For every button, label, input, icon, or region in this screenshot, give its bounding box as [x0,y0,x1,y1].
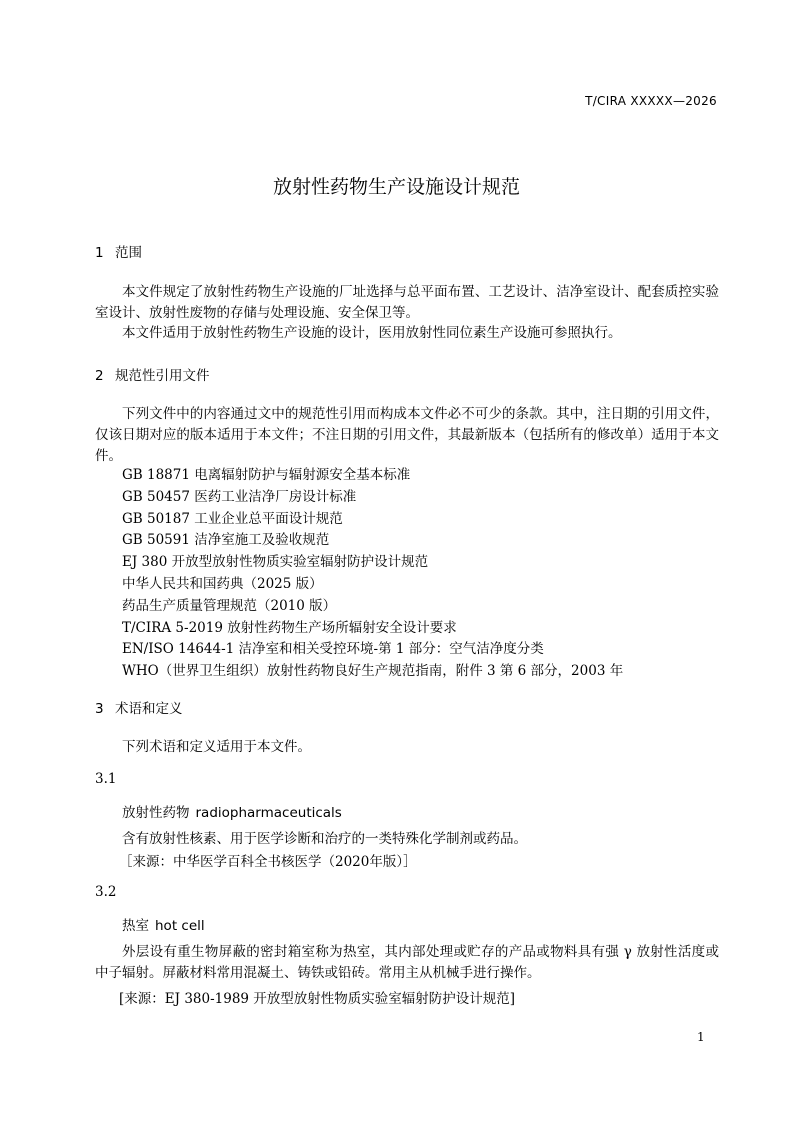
section-number: 3 [95,701,104,717]
section-1-paragraph-1: 本文件规定了放射性药物生产设施的厂址选择与总平面布置、工艺设计、洁净室设计、配套质控实验室设计、放射性废物的存储与处理设施、安全保卫等。 [95,284,719,321]
section-2-intro: 下列文件中的内容通过文中的规范性引用而构成本文件必不可少的条款。其中，注日期的引用文件，仅该日期对应的版本适用于本文件；不注日期的引用文件，其最新版本（包括所有的修改单）适用于本文件。 [95,406,719,464]
term-number: 3.1 [95,771,117,787]
section-2-heading [95,364,210,384]
section-3-intro: 下列术语和定义适用于本文件。 [122,739,311,755]
term-source: ［来源：中华医学百科全书核医学（2020年版）］ [119,854,417,870]
term-definition: 含有放射性核素、用于医学诊断和治疗的一类特殊化学制剂或药品。 [122,831,527,847]
section-title: 规范性引用文件 [115,368,210,384]
document-number: T/CIRA XXXXX—2026 [585,94,717,108]
term-en: radiopharmaceuticals [195,805,342,821]
term-zh: 热室 [122,918,149,934]
reference-item: GB 50457 医药工业洁净厂房设计标准 [122,488,357,505]
section-1-paragraph-2: 本文件适用于放射性药物生产设施的设计，医用放射性同位素生产设施可参照执行。 [122,325,622,341]
page-number: 1 [697,1030,705,1044]
term-zh: 放射性药物 [122,805,190,821]
section-3-heading [95,697,183,717]
section-title: 术语和定义 [115,701,183,717]
section-number: 1 [95,245,104,261]
reference-item: GB 50187 工业企业总平面设计规范 [122,510,343,527]
reference-item: 药品生产质量管理规范（2010 版） [122,597,337,614]
section-number: 2 [95,368,104,384]
term-source: [来源：EJ 380-1989 开放型放射性物质实验室辐射防护设计规范] [119,991,516,1007]
section-title: 范围 [115,245,142,261]
term-en: hot cell [155,918,205,934]
reference-item: EJ 380 开放型放射性物质实验室辐射防护设计规范 [122,554,429,571]
reference-list [122,465,623,683]
term-definition: 外层设有重生物屏蔽的密封箱室称为热室，其内部处理或贮存的产品或物料具有强 γ 放射性活度或中子辐射。屏蔽材料常用混凝土、铸铁或铅砖。常用主从机械手进行操作。 [95,944,719,981]
document-title: 放射性药物生产设施设计规范 [272,176,520,198]
section-1-heading [95,241,142,261]
reference-item: GB 18871 电离辐射防护与辐射源安全基本标准 [122,467,411,483]
reference-item: GB 50591 洁净室施工及验收规范 [122,532,330,549]
reference-item: T/CIRA 5-2019 放射性药物生产场所辐射安全设计要求 [122,619,457,636]
term-heading [122,914,205,934]
term-heading [122,801,342,821]
reference-item: 中华人民共和国药典（2025 版） [122,575,323,592]
reference-item: EN/ISO 14644-1 洁净室和相关受控环境-第 1 部分：空气洁净度分类 [122,641,544,658]
reference-item: WHO（世界卫生组织）放射性药物良好生产规范指南，附件 3 第 6 部分，2003 年 [122,663,624,680]
term-number: 3.2 [95,884,117,900]
